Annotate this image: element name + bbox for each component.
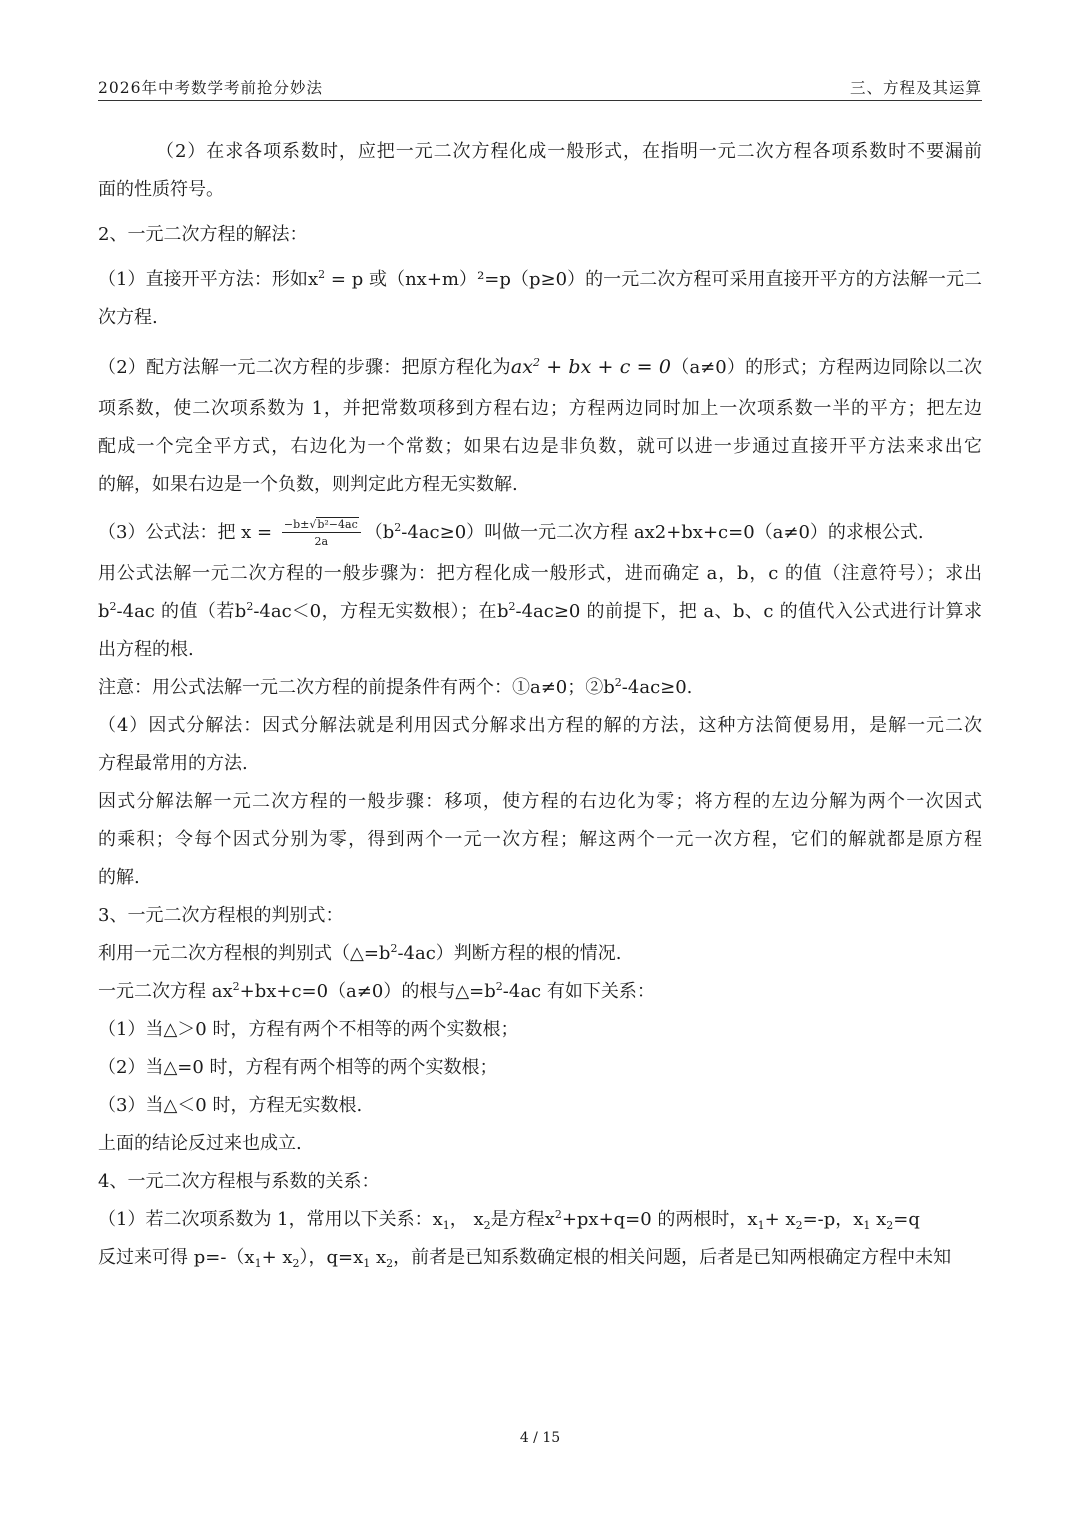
section-heading: 3、一元二次方程根的判别式： (98, 905, 344, 926)
text-line: 一元二次方程 $ax^2+bx+c=0(a\ne 0)$的根与$\triangle=b^2-4ac$ 有如下关系： (98, 980, 655, 1002)
text-line: 次方程. (98, 307, 158, 328)
text-line: （1）当△＞0 时，方程有两个不相等的两个实数根； (98, 1019, 519, 1040)
math-formula: $ax^2$ + bx + c = 0 (510, 356, 671, 378)
text-line: 注意：用公式法解一元二次方程的前提条件有两个：①a≠0；$②b^2-4ac\ge 0$. (98, 676, 693, 698)
text-line: 反过来可得 $p=-(x_1+ x_2)$，$q=x_1$ $x_2$，前者是已知系数确定根的相关问题，后者是已知两根确定方程中未知 (98, 1247, 952, 1270)
page-header (98, 74, 982, 101)
text-line: （2）在求各项系数时，应把一元二次方程化成一般形式，在指明一元二次方程各项系数时不要漏前 (156, 141, 982, 162)
text-line: （3）公式法：把 x = $\frac{\text{−b±√b²−4ac}}{2a}$ $(b^2-4ac\ge 0)$叫做一元二次方程 ax2+bx+c=0（a≠0）的求根公式. (98, 518, 924, 548)
header-title: 2026年中考数学考前抢分妙法 (98, 79, 323, 97)
text-line: （2）配方法解一元二次方程的步骤：把原方程化为$ax^2$ + bx + c = 0（a≠0）的形式；方程两边同除以二次 (98, 356, 983, 378)
page-number: 4 / 15 (519, 1430, 561, 1446)
text-line: （3）当△＜0 时，方程无实数根. (98, 1095, 363, 1116)
quadratic-formula: $\frac{\text{−b±√b²−4ac}}{2a}$ (282, 519, 361, 547)
text-line: 利用一元二次方程根的判别式$(\triangle=b^2-4ac)$判断方程的根的情况. (98, 942, 622, 964)
text-line: （2）当△=0 时，方程有两个相等的两个实数根； (98, 1057, 498, 1078)
section-heading: 2、一元二次方程的解法： (98, 224, 308, 245)
text-line: 的解. (98, 867, 140, 888)
text-line: $b^2-4ac$ 的值（若$b^2-4ac<0$，方程无实数根）；在$b^2-4ac\ge 0$ 的前提下，把 a、b、c 的值代入公式进行计算求 (98, 600, 982, 622)
text-line: 因式分解法解一元二次方程的一般步骤：移项，使方程的右边化为零；将方程的左边分解为两个一次因式 (98, 791, 982, 812)
text-line: 上面的结论反过来也成立. (98, 1133, 302, 1154)
text-line: 出方程的根. (98, 639, 194, 660)
text-line: 的乘积；令每个因式分别为零，得到两个一元一次方程；解这两个一元一次方程，它们的解就都是原方程 (98, 829, 982, 850)
page-body (98, 133, 982, 1277)
section-heading: 4、一元二次方程根与系数的关系： (98, 1171, 380, 1192)
text-line: 配成一个完全平方式，右边化为一个常数；如果右边是非负数，就可以进一步通过直接开平方法来求出它 (98, 436, 982, 457)
text-line: （1）直接开平方法：形如$x^2 = p$ 或（nx+m）²=p（p≥0）的一元二次方程可采用直接开平方的方法解一元二 (98, 268, 982, 290)
text-line: 的解，如果右边是一个负数，则判定此方程无实数解. (98, 474, 518, 495)
text-line: 方程最常用的方法. (98, 753, 248, 774)
text-line: 项系数，使二次项系数为 1，并把常数项移到方程右边；方程两边同时加上一次项系数一半的平方；把左边 (98, 398, 982, 419)
text-line: （4）因式分解法：因式分解法就是利用因式分解求出方程的解的方法，这种方法简便易用，是解一元二次 (98, 715, 982, 736)
text-line: （1）若二次项系数为 1，常用以下关系：$x_1$， $x_2$是方程$x^2+px+q=0$ 的两根时，$x_1+ x_2=-p$，$x_1$ $x_2=q$ (98, 1208, 920, 1232)
text-line: 用公式法解一元二次方程的一般步骤为：把方程化成一般形式，进而确定 a，b，c 的值（注意符号）；求出 (98, 563, 982, 584)
text-line: 面的性质符号。 (98, 179, 224, 200)
header-section: 三、方程及其运算 (849, 79, 982, 97)
